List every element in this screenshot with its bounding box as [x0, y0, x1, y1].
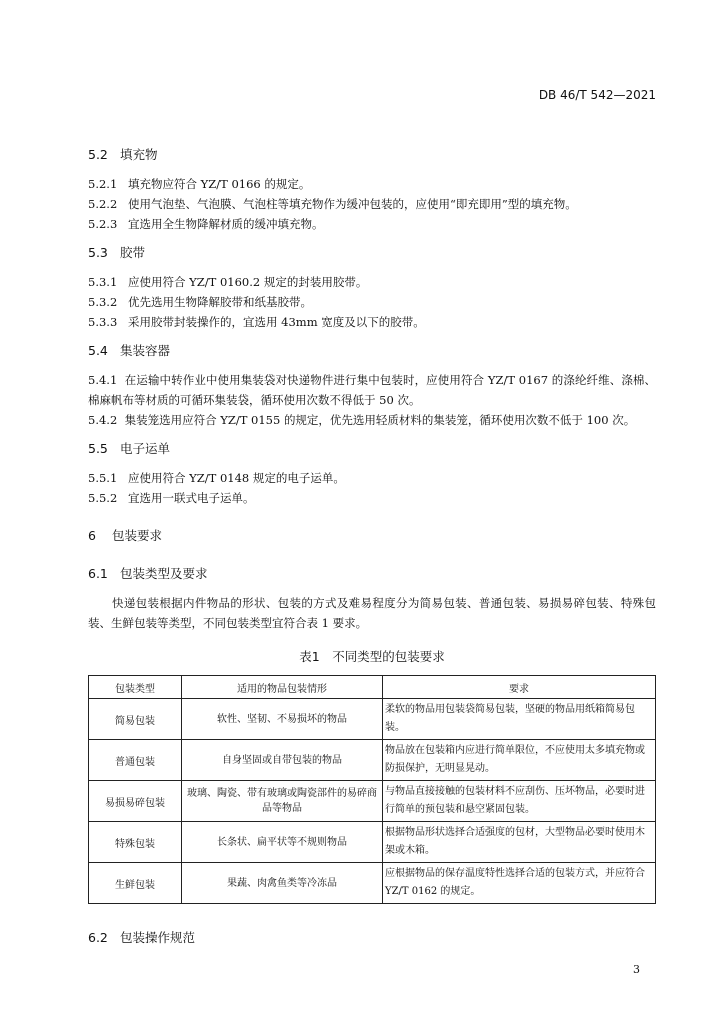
table-cell: 玻璃、陶瓷、带有玻璃或陶瓷部件的易碎商品等物品: [182, 781, 383, 822]
table-title: 表1 不同类型的包装要求: [299, 649, 445, 664]
table-row: [89, 699, 656, 740]
table-cell: 根据物品形状选择合适强度的包材，大型物品必要时使用木架或木箱。: [383, 822, 656, 863]
section-heading: 5.5 电子运单: [88, 441, 171, 456]
table-cell: 简易包装: [89, 699, 182, 740]
clause: 5.2.2 使用气泡垫、气泡膜、气泡柱等填充物作为缓冲包装的，应使用“即充即用”型的填充物。: [88, 197, 577, 211]
table-row: [89, 781, 656, 822]
table-cell: 柔软的物品用包装袋简易包装，坚硬的物品用纸箱简易包装。: [383, 699, 656, 740]
section-heading: 6.2 包装操作规范: [88, 930, 196, 945]
clause: 5.2.3 宜选用全生物降解材质的缓冲填充物。: [88, 217, 324, 231]
table-header: 要求: [383, 676, 656, 699]
clause: 5.4.1 在运输中转作业中使用集装袋对快递物件进行集中包装时，应使用符合 YZ/T 0167 的涤纶纤维、涤棉、棉麻帆布等材质的可循环集装袋，循环使用次数不得低于 50 次。: [88, 373, 656, 407]
table-cell: 应根据物品的保存温度特性选择合适的包装方式，并应符合 YZ/T 0162 的规定。: [383, 863, 656, 904]
table-header: 包装类型: [89, 676, 182, 699]
table-cell: 特殊包装: [89, 822, 182, 863]
clause: 5.5.2 宜选用一联式电子运单。: [88, 491, 255, 505]
section-heading: 5.3 胶带: [88, 245, 146, 260]
section-heading: 6.1 包装类型及要求: [88, 566, 208, 581]
table-cell: 与物品直接接触的包装材料不应刮伤、压坏物品，必要时进行简单的预包装和悬空紧固包装。: [383, 781, 656, 822]
clause: 5.4.2 集装笼选用应符合 YZ/T 0155 的规定，优先选用轻质材料的集装笼，循环使用次数不低于 100 次。: [88, 413, 636, 427]
clause: 5.3.1 应使用符合 YZ/T 0160.2 规定的封装用胶带。: [88, 275, 368, 289]
table-cell: 生鲜包装: [89, 863, 182, 904]
clause: 5.2.1 填充物应符合 YZ/T 0166 的规定。: [88, 177, 311, 191]
chapter-heading: 6 包装要求: [88, 528, 163, 543]
packaging-table: [88, 675, 656, 904]
table-cell: 普通包装: [89, 740, 182, 781]
table-cell: 易损易碎包装: [89, 781, 182, 822]
table-row: [89, 822, 656, 863]
table-row: [89, 863, 656, 904]
clause: 5.3.2 优先选用生物降解胶带和纸基胶带。: [88, 295, 312, 309]
page-number: 3: [633, 963, 640, 976]
paragraph: 快递包装根据内件物品的形状、包装的方式及难易程度分为简易包装、普通包装、易损易碎包装、特殊包装、生鲜包装等类型，不同包装类型宜符合表 1 要求。: [88, 596, 656, 630]
table-cell: 自身坚固或自带包装的物品: [182, 740, 383, 781]
section-heading: 5.2 填充物: [88, 147, 158, 162]
section-heading: 5.4 集装容器: [88, 343, 171, 358]
table-cell: 果蔬、肉禽鱼类等冷冻品: [182, 863, 383, 904]
clause: 5.3.3 采用胶带封装操作的，宜选用 43mm 宽度及以下的胶带。: [88, 315, 425, 329]
table-cell: 物品放在包装箱内应进行简单限位，不应使用太多填充物或防损保护，无明显晃动。: [383, 740, 656, 781]
clause: 5.5.1 应使用符合 YZ/T 0148 规定的电子运单。: [88, 471, 345, 485]
document-body: [88, 145, 656, 948]
document-code: DB 46/T 542—2021: [538, 88, 656, 102]
table-cell: 软性、坚韧、不易损坏的物品: [182, 699, 383, 740]
table-header: 适用的物品包装情形: [182, 676, 383, 699]
table-cell: 长条状、扁平状等不规则物品: [182, 822, 383, 863]
table-row: [89, 740, 656, 781]
